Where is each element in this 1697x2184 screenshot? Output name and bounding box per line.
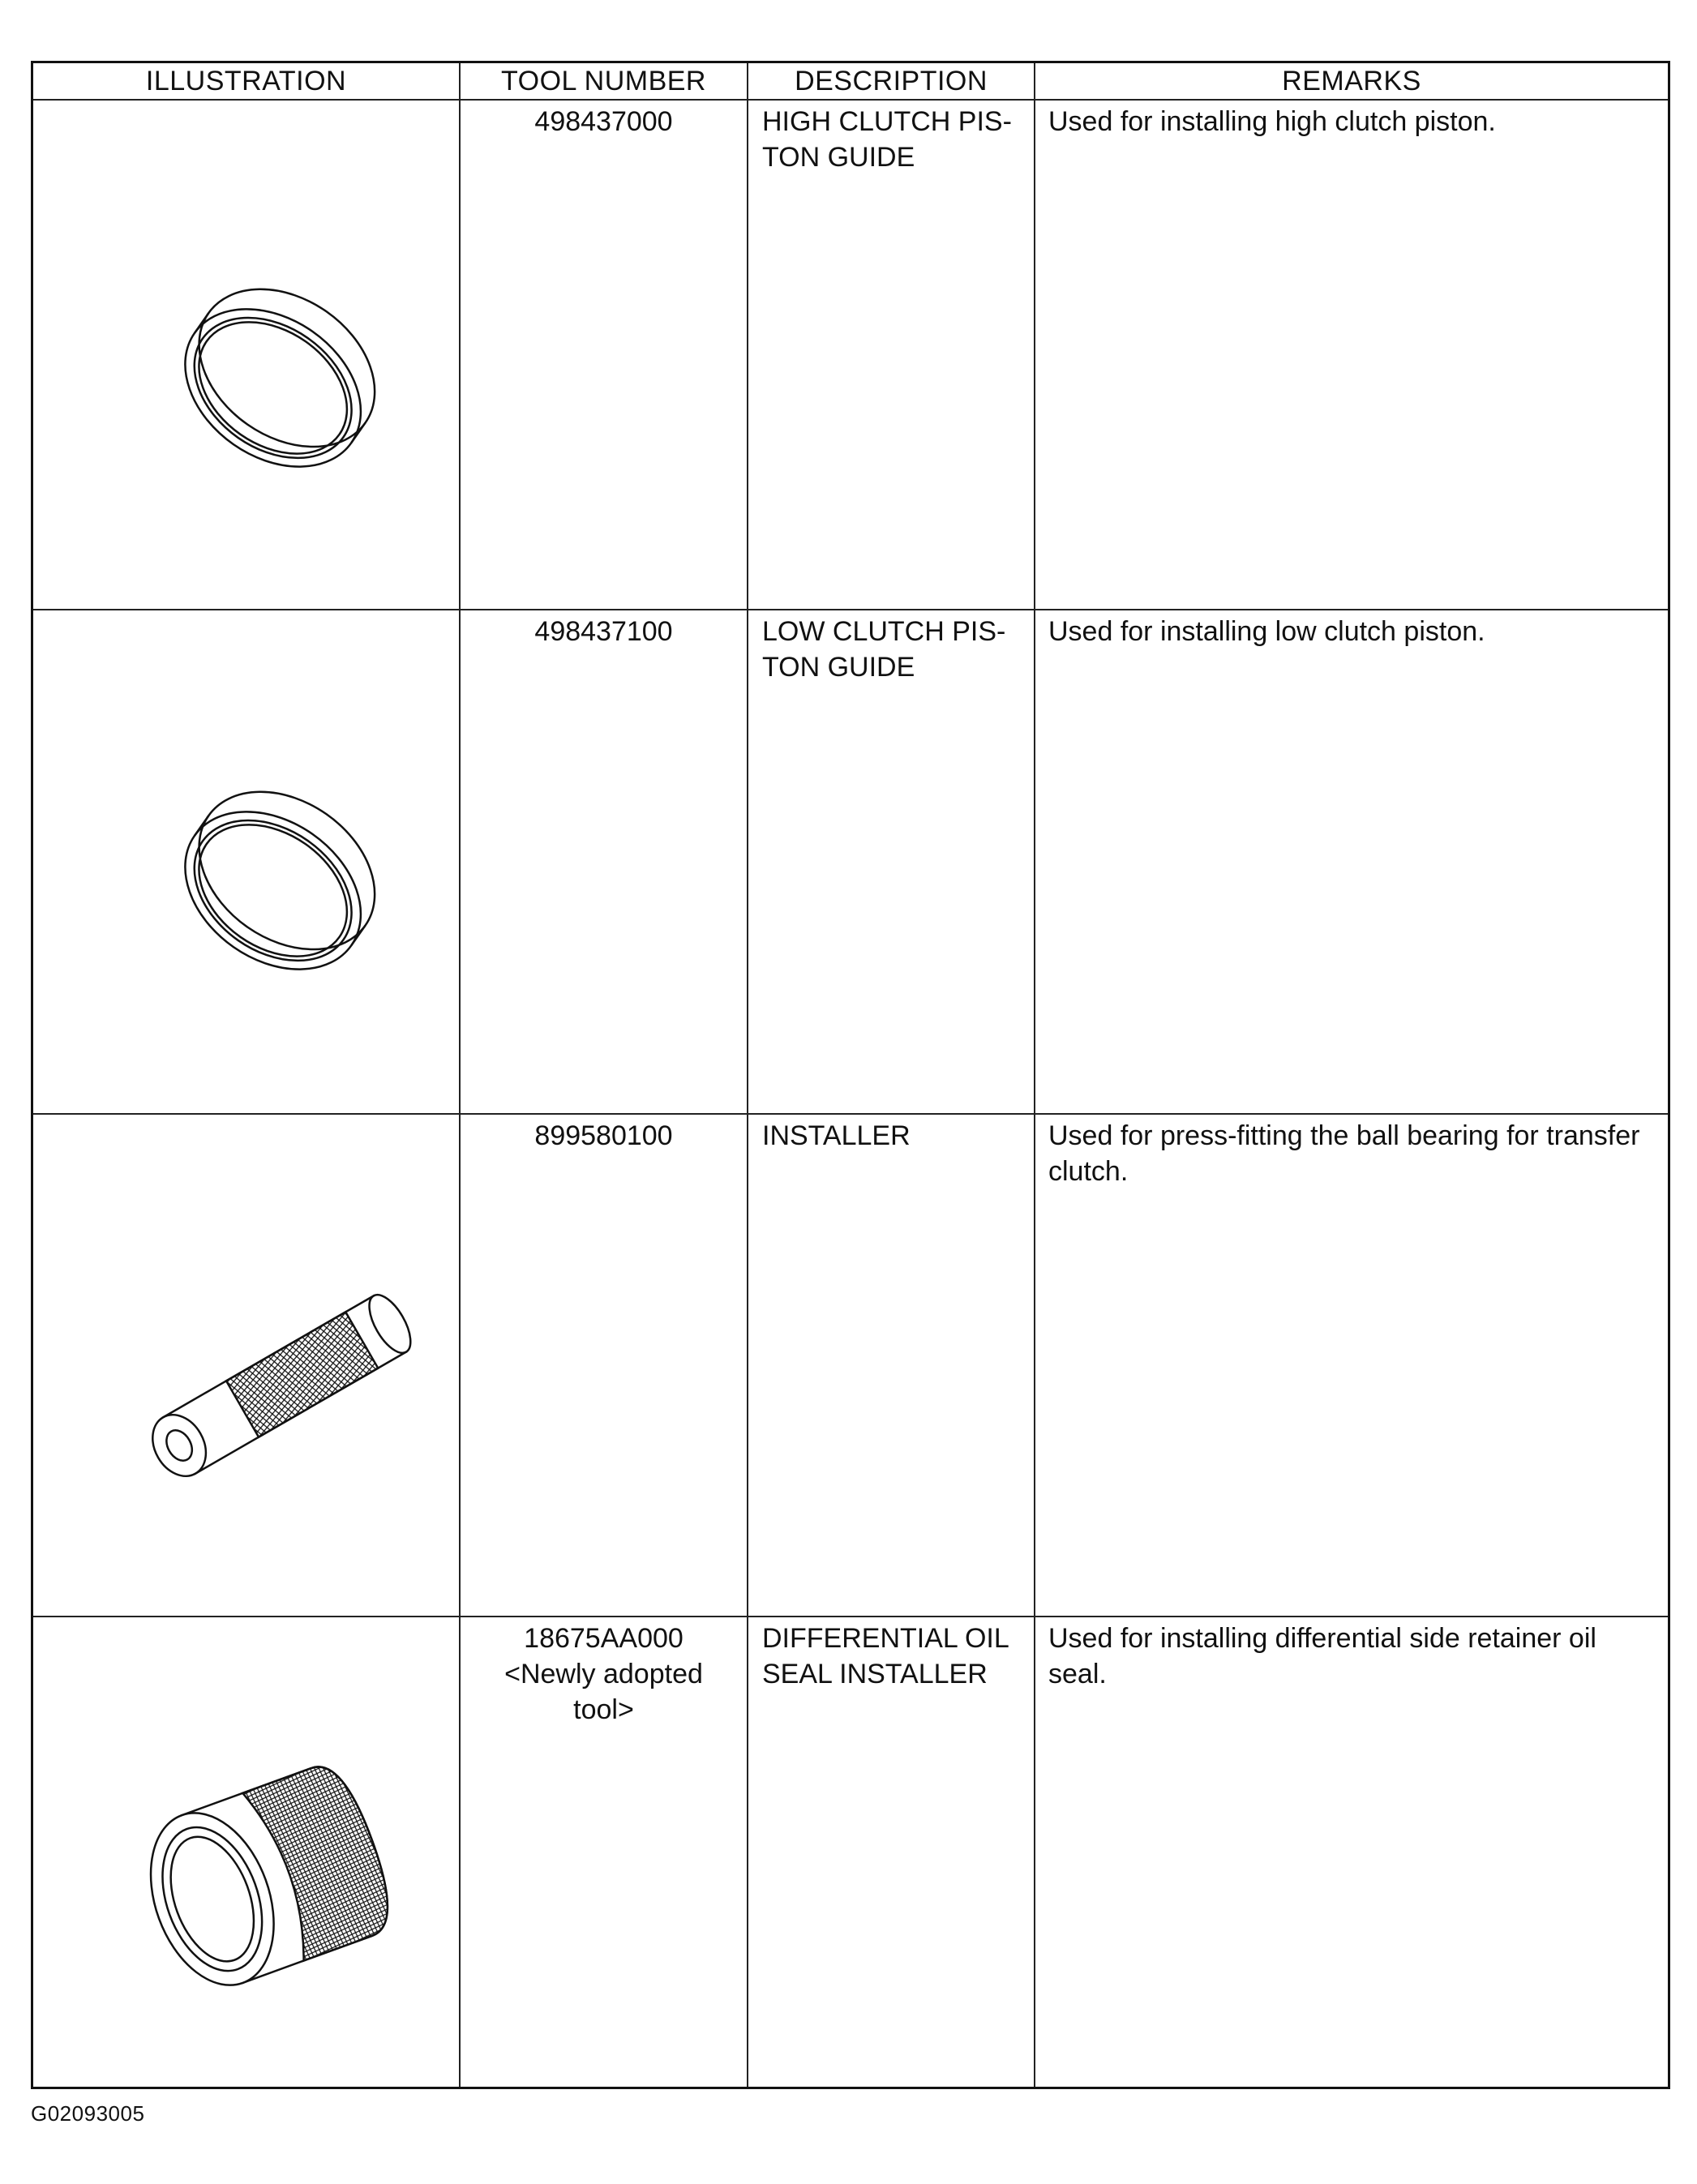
- special-tools-table: [31, 61, 1670, 2089]
- figure-code: G02093005: [31, 2101, 145, 2126]
- column-divider: [1034, 63, 1035, 2087]
- description-cell: INSTALLER: [762, 1120, 911, 1151]
- header-description: DESCRIPTION: [795, 66, 988, 96]
- tool-number-cell: 899580100: [534, 1120, 673, 1151]
- description-cell: HIGH CLUTCH PIS- TON GUIDE: [762, 106, 1012, 173]
- description-cell: LOW CLUTCH PIS- TON GUIDE: [762, 616, 1006, 683]
- ring-guide-icon: [139, 225, 431, 517]
- header-remarks: REMARKS: [1282, 66, 1421, 96]
- row-divider: [33, 1616, 1668, 1617]
- description-cell: DIFFERENTIAL OIL SEAL INSTALLER: [762, 1623, 1009, 1689]
- remarks-cell: Used for installing low clutch piston.: [1048, 616, 1485, 647]
- row-divider: [33, 99, 1668, 101]
- header-illustration: ILLUSTRATION: [145, 66, 347, 96]
- row-divider: [33, 1113, 1668, 1115]
- tool-number-cell: 18675AA000 <Newly adopted tool>: [504, 1623, 703, 1725]
- remarks-cell: Used for installing differential side retainer oil seal.: [1048, 1623, 1596, 1689]
- seal-installer-icon: [114, 1741, 422, 2033]
- ring-guide-icon: [139, 728, 431, 1020]
- tool-number-cell: 498437000: [534, 106, 673, 137]
- tool-number-cell: 498437100: [534, 616, 673, 647]
- row-divider: [33, 609, 1668, 610]
- remarks-cell: Used for installing high clutch piston.: [1048, 106, 1496, 137]
- header-tool-number: TOOL NUMBER: [501, 66, 706, 96]
- column-divider: [459, 63, 461, 2087]
- column-divider: [747, 63, 748, 2087]
- remarks-cell: Used for press-fitting the ball bearing for transfer clutch.: [1048, 1120, 1640, 1187]
- knurled-installer-icon: [114, 1247, 455, 1522]
